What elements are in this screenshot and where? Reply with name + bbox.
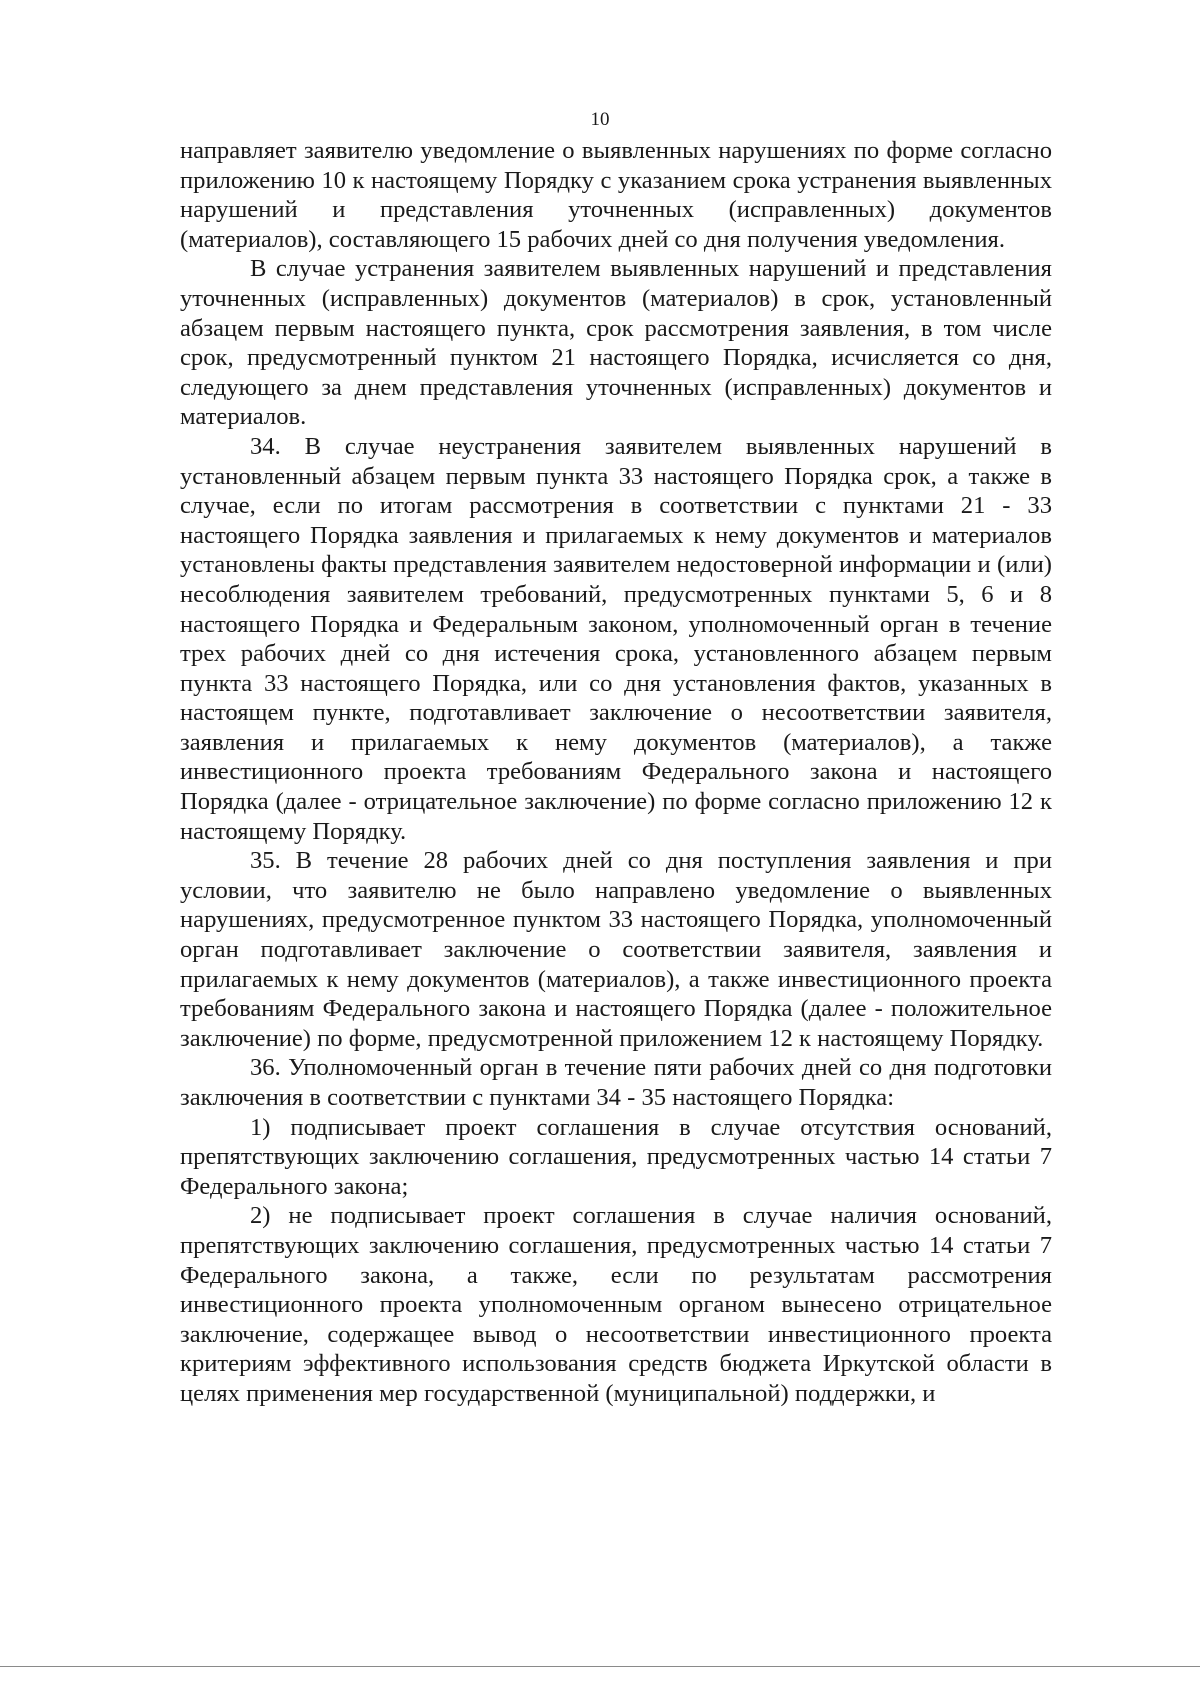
paragraph-correction-deadline: В случае устранения заявителем выявленных нарушений и представления уточненных (исправленных) документов (материалов) в срок, установленный абзацем первым настоящего пункта, срок рассмотрения заявления, в том числе срок, предусмотренный пунктом 21 настоящего Порядка, исчисляется со дня, следующего за днем представления уточненных (исправленных) документов и материалов. <box>180 255 1052 431</box>
page-number: 10 <box>590 109 610 130</box>
paragraph-clause-36-item-1: 1) подписывает проект соглашения в случае отсутствия оснований, препятствующих заключению соглашения, предусмотренных частью 14 статьи 7 Федерального закона; <box>180 1113 1052 1200</box>
scan-bottom-line <box>0 1666 1200 1667</box>
document-body <box>180 136 1052 1409</box>
paragraph-continuation: направляет заявителю уведомление о выявленных нарушениях по форме согласно приложению 10 к настоящему Порядку с указанием срока устранения выявленных нарушений и представления уточненных (исправленных) документов (материалов), составляющего 15 рабочих дней со дня получения уведомления. <box>180 137 1052 253</box>
paragraph-clause-35: 35. В течение 28 рабочих дней со дня поступления заявления и при условии, что заявителю не было направлено уведомление о выявленных нарушениях, предусмотренное пунктом 33 настоящего Порядка, уполномоченный орган подготавливает заключение о соответствии заявителя, заявления и прилагаемых к нему документов (материалов), а также инвестиционного проекта требованиям Федерального закона и настоящего Порядка (далее - положительное заключение) по форме, предусмотренной приложением 12 к настоящему Порядку. <box>180 847 1052 1052</box>
paragraph-clause-34: 34. В случае неустранения заявителем выявленных нарушений в установленный абзацем первым пункта 33 настоящего Порядка срок, а также в случае, если по итогам рассмотрения в соответствии с пунктами 21 - 33 настоящего Порядка заявления и прилагаемых к нему документов и материалов установлены факты представления заявителем недостоверной информации и (или) несоблюдения заявителем требований, предусмотренных пунктами 5, 6 и 8 настоящего Порядка и Федеральным законом, уполномоченный орган в течение трех рабочих дней со дня истечения срока, установленного абзацем первым пункта 33 настоящего Порядка, или со дня установления фактов, указанных в настоящем пункте, подготавливает заключение о несоответствии заявителя, заявления и прилагаемых к нему документов (материалов), а также инвестиционного проекта требованиям Федерального закона и настоящего Порядка (далее - отрицательное заключение) по форме согласно приложению 12 к настоящему Порядку. <box>180 432 1052 845</box>
paragraph-clause-36-item-2: 2) не подписывает проект соглашения в случае наличия оснований, препятствующих заключению соглашения, предусмотренных частью 14 статьи 7 Федерального закона, а также, если по результатам рассмотрения инвестиционного проекта уполномоченным органом вынесено отрицательное заключение, содержащее вывод о несоответствии инвестиционного проекта критериям эффективного использования средств бюджета Иркутской области в целях применения мер государственной (муниципальной) поддержки, и <box>180 1202 1052 1407</box>
paragraph-clause-36: 36. Уполномоченный орган в течение пяти рабочих дней со дня подготовки заключения в соответствии с пунктами 34 - 35 настоящего Порядка: <box>180 1054 1052 1111</box>
